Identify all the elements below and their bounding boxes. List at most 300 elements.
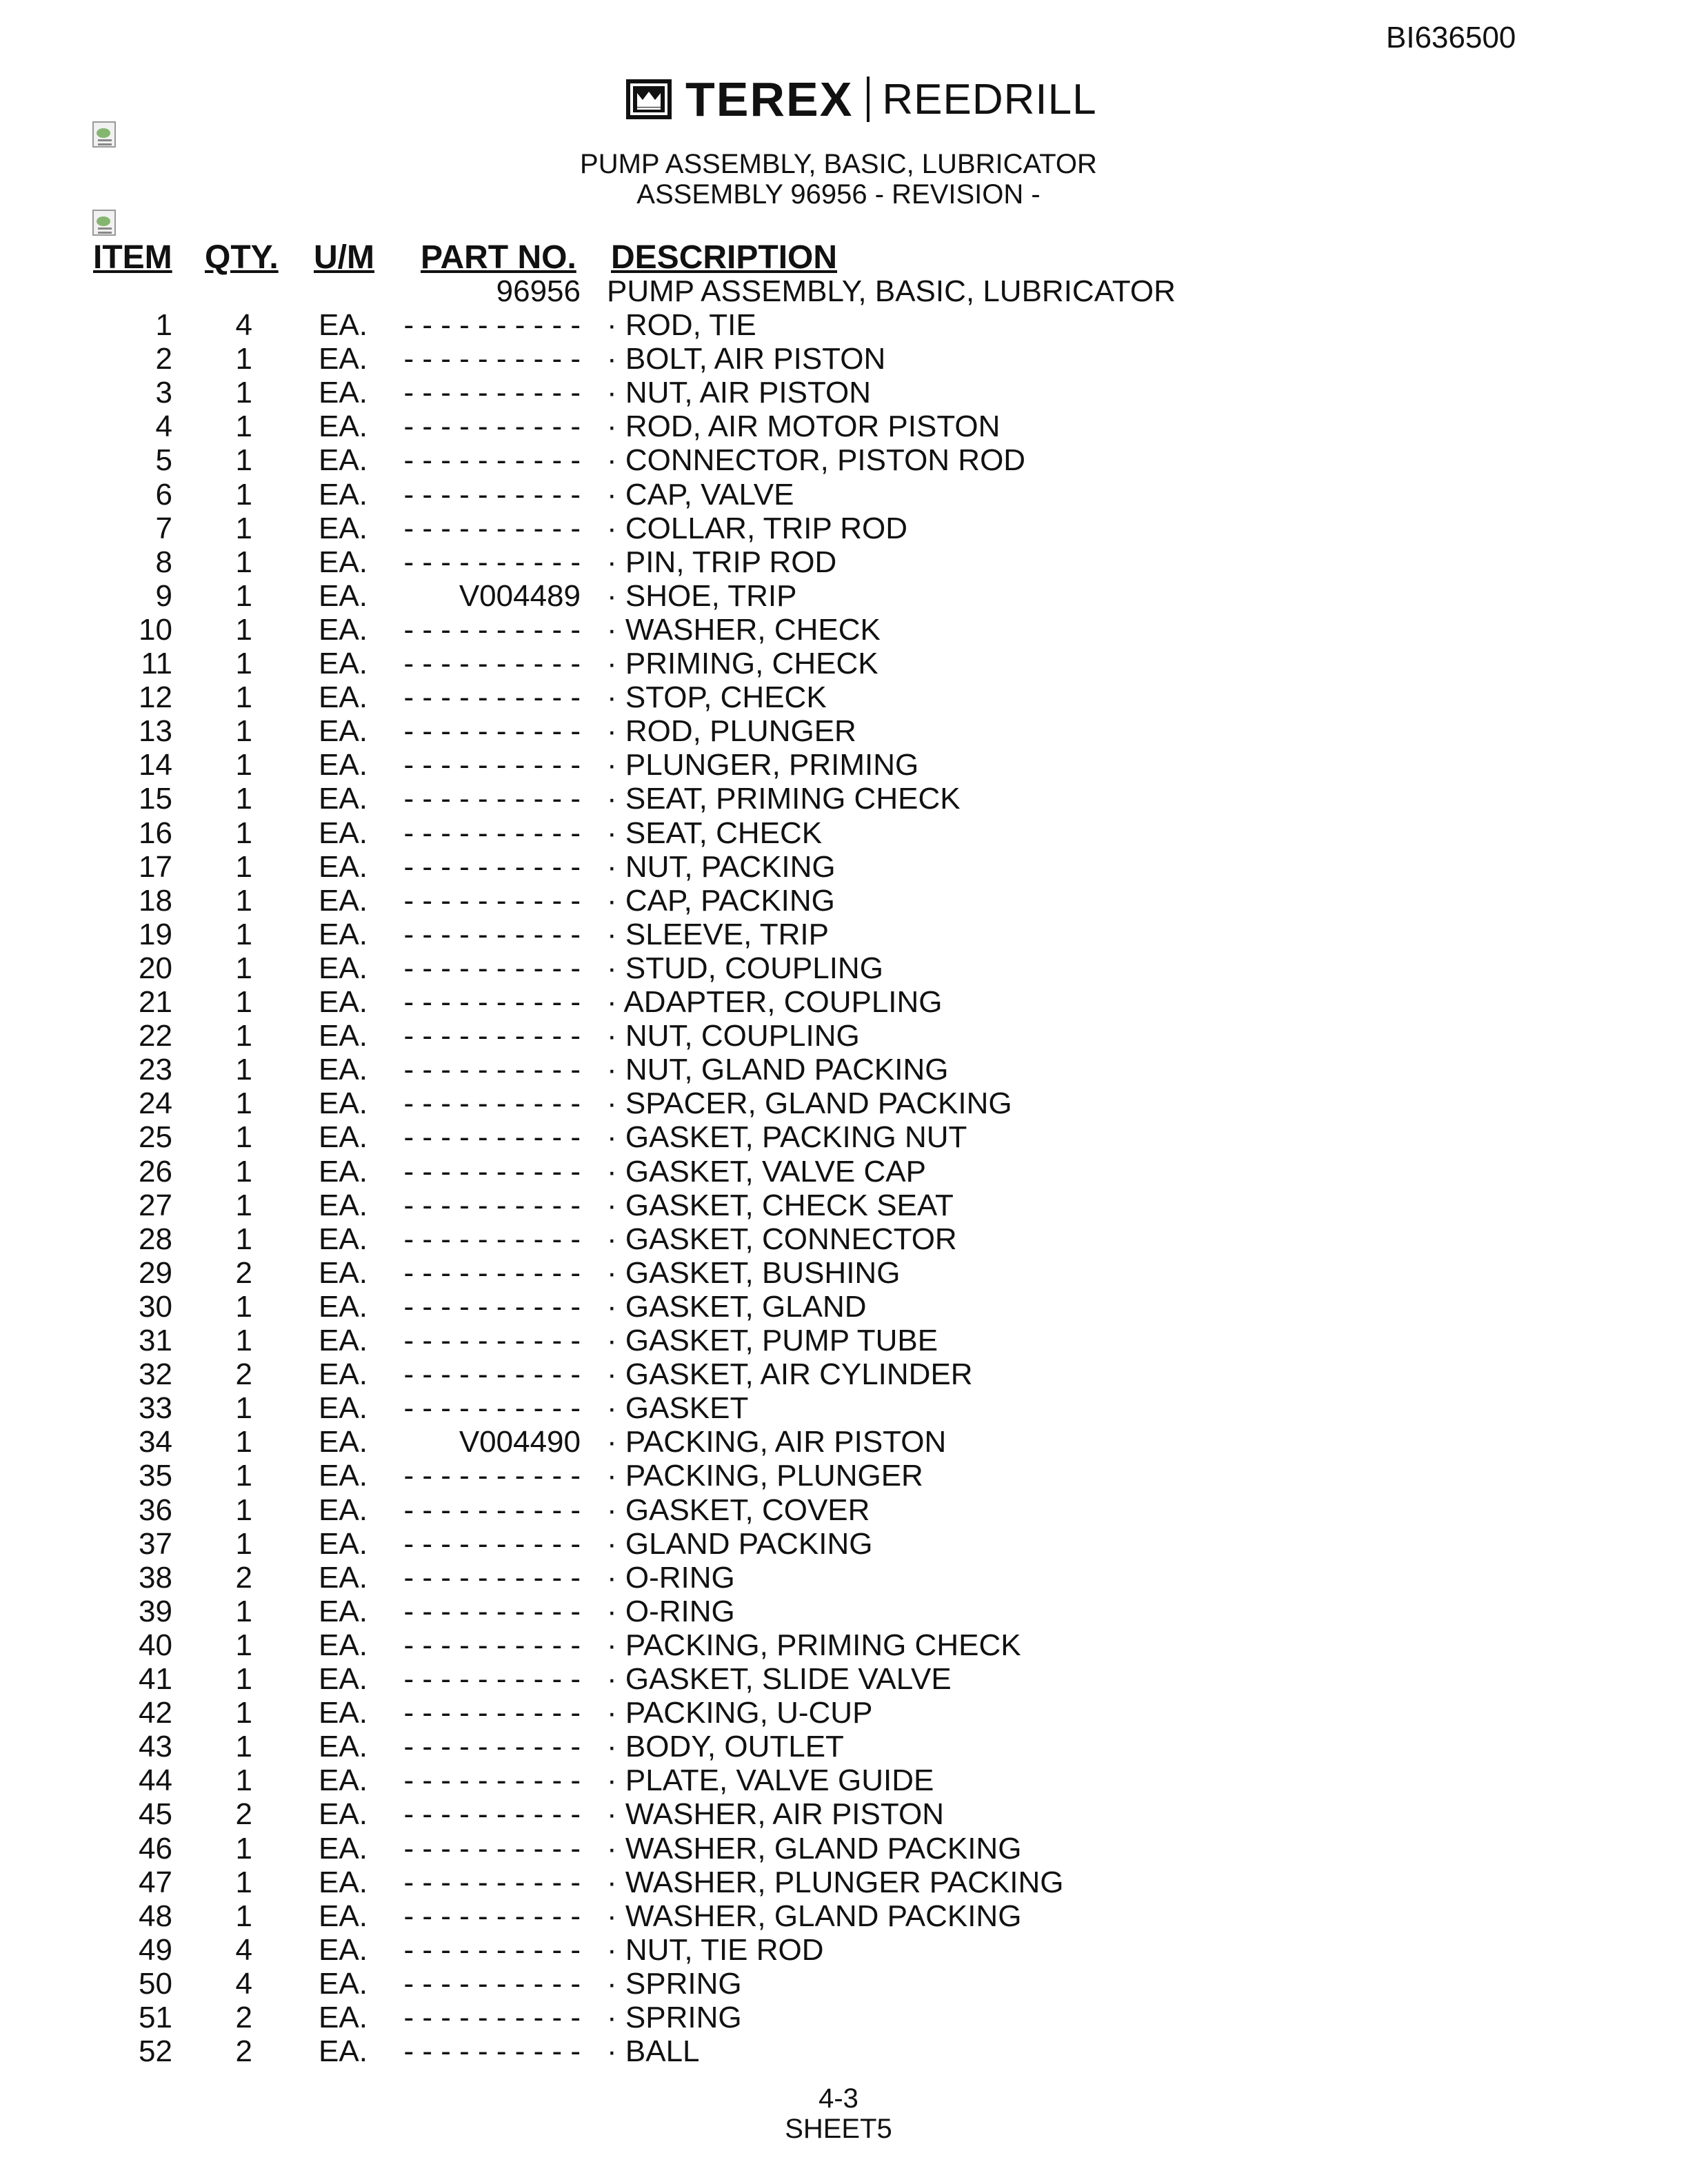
description: · ADAPTER, COUPLING	[607, 985, 943, 1019]
table-row	[0, 1696, 1688, 1730]
quantity: 2	[235, 1797, 252, 1832]
description: · CAP, VALVE	[607, 477, 794, 512]
item-number: 26	[139, 1154, 172, 1189]
quantity: 1	[235, 1865, 252, 1899]
description: · COLLAR, TRIP ROD	[607, 511, 908, 545]
quantity: 1	[235, 714, 252, 749]
table-row	[0, 1357, 1688, 1391]
item-number: 42	[139, 1696, 172, 1730]
quantity: 1	[235, 376, 252, 410]
item-number: 9	[155, 578, 172, 613]
table-row	[0, 918, 1688, 951]
quantity: 1	[235, 443, 252, 478]
part-number: - - - - - - - - - -	[403, 680, 581, 715]
unit-of-measure: EA.	[319, 1730, 368, 1764]
assembly-row	[0, 274, 1688, 308]
part-number: - - - - - - - - - -	[403, 1120, 581, 1155]
unit-of-measure: EA.	[319, 342, 368, 376]
quantity: 1	[235, 951, 252, 985]
table-row	[0, 613, 1688, 647]
description: · NUT, COUPLING	[607, 1019, 860, 1053]
part-number: - - - - - - - - - -	[403, 1357, 581, 1392]
description: · SPRING	[607, 1966, 742, 2001]
quantity: 4	[235, 308, 252, 342]
header-item: ITEM	[93, 239, 172, 276]
unit-of-measure: EA.	[319, 1188, 368, 1222]
table-row	[0, 1832, 1688, 1866]
item-number: 1	[155, 308, 172, 342]
table-row	[0, 308, 1688, 342]
quantity: 1	[235, 748, 252, 782]
item-number: 27	[139, 1188, 172, 1222]
table-row	[0, 1933, 1688, 1967]
unit-of-measure: EA.	[319, 1357, 368, 1392]
item-number: 34	[139, 1425, 172, 1459]
quantity: 1	[235, 1696, 252, 1730]
unit-of-measure: EA.	[319, 782, 368, 816]
unit-of-measure: EA.	[319, 376, 368, 410]
item-number: 8	[155, 545, 172, 579]
part-number: - - - - - - - - - -	[403, 1222, 581, 1256]
table-row	[0, 748, 1688, 782]
quantity: 1	[235, 1763, 252, 1798]
table-row	[0, 1662, 1688, 1696]
item-number: 23	[139, 1053, 172, 1087]
unit-of-measure: EA.	[319, 1493, 368, 1527]
description: · ROD, TIE	[607, 308, 756, 342]
embedded-document-icon[interactable]	[92, 121, 116, 148]
part-number: - - - - - - - - - -	[403, 1019, 581, 1053]
table-row	[0, 1899, 1688, 1933]
description: · NUT, TIE ROD	[607, 1932, 824, 1967]
unit-of-measure: EA.	[319, 1459, 368, 1493]
part-number: - - - - - - - - - -	[403, 1662, 581, 1696]
item-number: 13	[139, 714, 172, 749]
description: · GASKET, PACKING NUT	[607, 1120, 967, 1155]
table-row	[0, 1391, 1688, 1425]
quantity: 2	[235, 2034, 252, 2069]
part-number: - - - - - - - - - -	[403, 1831, 581, 1866]
description: · GASKET, PUMP TUBE	[607, 1324, 938, 1357]
table-row	[0, 1053, 1688, 1086]
unit-of-measure: EA.	[319, 816, 368, 850]
unit-of-measure: EA.	[319, 1763, 368, 1798]
description: · GASKET, VALVE CAP	[607, 1154, 926, 1189]
quantity: 1	[235, 1425, 252, 1459]
item-number: 48	[139, 1899, 172, 1933]
item-number: 11	[141, 647, 172, 680]
table-row	[0, 1493, 1688, 1527]
quantity: 1	[235, 1154, 252, 1189]
table-row	[0, 2001, 1688, 2034]
item-number: 5	[155, 443, 172, 478]
quantity: 1	[235, 1324, 252, 1357]
item-number: 37	[139, 1526, 172, 1561]
unit-of-measure: EA.	[319, 545, 368, 579]
description: · SEAT, CHECK	[607, 816, 823, 850]
item-number: 39	[139, 1594, 172, 1628]
item-number: 36	[139, 1493, 172, 1527]
part-number: - - - - - - - - - -	[403, 1188, 581, 1222]
table-row	[0, 1763, 1688, 1797]
description: · NUT, PACKING	[607, 849, 836, 884]
table-row	[0, 1527, 1688, 1561]
unit-of-measure: EA.	[319, 578, 368, 613]
quantity: 1	[235, 1289, 252, 1324]
table-row	[0, 1189, 1688, 1222]
unit-of-measure: EA.	[319, 308, 368, 342]
description: · SPACER, GLAND PACKING	[607, 1086, 1012, 1121]
table-row	[0, 1019, 1688, 1053]
quantity: 1	[235, 1662, 252, 1696]
table-row	[0, 1628, 1688, 1662]
description: · PACKING, PRIMING CHECK	[607, 1628, 1021, 1662]
part-number: - - - - - - - - - -	[403, 1763, 581, 1798]
table-row	[0, 951, 1688, 985]
description: · STUD, COUPLING	[607, 951, 883, 985]
description: · BOLT, AIR PISTON	[607, 342, 886, 376]
table-row	[0, 1595, 1688, 1628]
quantity: 1	[235, 410, 252, 444]
item-number: 32	[139, 1357, 172, 1392]
item-number: 15	[139, 782, 172, 816]
description: · PACKING, PLUNGER	[607, 1459, 923, 1493]
quantity: 1	[235, 917, 252, 951]
table-row	[0, 1459, 1688, 1493]
unit-of-measure: EA.	[319, 1865, 368, 1899]
quantity: 1	[235, 1391, 252, 1426]
part-number: - - - - - - - - - -	[403, 1391, 581, 1426]
unit-of-measure: EA.	[319, 1526, 368, 1561]
page-title: PUMP ASSEMBLY, BASIC, LUBRICATOR	[580, 149, 1097, 179]
item-number: 43	[139, 1730, 172, 1764]
description: · SPRING	[607, 2001, 742, 2034]
part-number: - - - - - - - - - -	[403, 748, 581, 782]
part-number: - - - - - - - - - -	[403, 1730, 581, 1764]
description: · PACKING, U-CUP	[607, 1696, 873, 1730]
part-number: - - - - - - - - - -	[403, 917, 581, 951]
description: · SLEEVE, TRIP	[607, 917, 829, 951]
item-number: 49	[139, 1932, 172, 1967]
part-number: - - - - - - - - - -	[403, 342, 581, 376]
part-number: - - - - - - - - - -	[403, 1966, 581, 2001]
table-row	[0, 1222, 1688, 1256]
description: · SHOE, TRIP	[607, 578, 797, 613]
part-number: - - - - - - - - - -	[403, 1053, 581, 1087]
part-number: V004490	[459, 1425, 581, 1459]
assembly-description: PUMP ASSEMBLY, BASIC, LUBRICATOR	[607, 274, 1176, 308]
part-number: - - - - - - - - - -	[403, 1289, 581, 1324]
item-number: 20	[139, 951, 172, 985]
unit-of-measure: EA.	[319, 647, 368, 680]
unit-of-measure: EA.	[319, 714, 368, 749]
description: · PACKING, AIR PISTON	[607, 1425, 947, 1459]
page-subtitle: ASSEMBLY 96956 - REVISION -	[636, 179, 1041, 210]
item-number: 33	[139, 1391, 172, 1426]
quantity: 1	[235, 1831, 252, 1866]
quantity: 1	[235, 849, 252, 884]
unit-of-measure: EA.	[319, 680, 368, 715]
unit-of-measure: EA.	[319, 985, 368, 1019]
header-part-no: PART NO.	[421, 239, 576, 276]
table-row	[0, 714, 1688, 748]
item-number: 18	[139, 883, 172, 918]
unit-of-measure: EA.	[319, 883, 368, 918]
unit-of-measure: EA.	[319, 612, 368, 647]
table-row	[0, 985, 1688, 1019]
item-number: 7	[155, 511, 172, 545]
table-row	[0, 1120, 1688, 1154]
table-row	[0, 1324, 1688, 1357]
quantity: 1	[235, 578, 252, 613]
part-number: - - - - - - - - - -	[403, 1797, 581, 1832]
item-number: 16	[139, 816, 172, 850]
table-row	[0, 1866, 1688, 1899]
unit-of-measure: EA.	[319, 1425, 368, 1459]
quantity: 1	[235, 1188, 252, 1222]
unit-of-measure: EA.	[319, 1324, 368, 1357]
unit-of-measure: EA.	[319, 1222, 368, 1256]
part-number: - - - - - - - - - -	[403, 951, 581, 985]
part-number: - - - - - - - - - -	[403, 782, 581, 816]
unit-of-measure: EA.	[319, 1154, 368, 1189]
quantity: 1	[235, 545, 252, 579]
unit-of-measure: EA.	[319, 1391, 368, 1426]
table-row	[0, 376, 1688, 410]
table-row	[0, 410, 1688, 443]
header-qty: QTY.	[205, 239, 279, 276]
quantity: 1	[235, 1019, 252, 1053]
part-number: - - - - - - - - - -	[403, 1594, 581, 1628]
unit-of-measure: EA.	[319, 849, 368, 884]
part-number: - - - - - - - - - -	[403, 1154, 581, 1189]
description: · GASKET, COVER	[607, 1493, 870, 1527]
part-number: - - - - - - - - - -	[403, 1865, 581, 1899]
quantity: 1	[235, 883, 252, 918]
description: · WASHER, CHECK	[607, 612, 881, 647]
item-number: 14	[139, 748, 172, 782]
description: · ROD, PLUNGER	[607, 714, 856, 749]
assembly-part-no: 96956	[496, 274, 581, 308]
table-row	[0, 1730, 1688, 1763]
logo-brand: TEREX	[685, 72, 854, 126]
unit-of-measure: EA.	[319, 1966, 368, 2001]
description: · GASKET, CHECK SEAT	[607, 1188, 954, 1222]
embedded-document-icon[interactable]	[92, 210, 116, 236]
unit-of-measure: EA.	[319, 477, 368, 512]
description: · WASHER, GLAND PACKING	[607, 1831, 1022, 1866]
description: · SEAT, PRIMING CHECK	[607, 782, 961, 816]
item-number: 47	[139, 1865, 172, 1899]
unit-of-measure: EA.	[319, 1086, 368, 1121]
table-row	[0, 1425, 1688, 1459]
quantity: 2	[235, 1357, 252, 1392]
part-number: V004489	[459, 578, 581, 613]
quantity: 1	[235, 1459, 252, 1493]
item-number: 46	[139, 1831, 172, 1866]
unit-of-measure: EA.	[319, 410, 368, 444]
part-number: - - - - - - - - - -	[403, 308, 581, 342]
item-number: 31	[139, 1324, 172, 1357]
unit-of-measure: EA.	[319, 1289, 368, 1324]
part-number: - - - - - - - - - -	[403, 1255, 581, 1290]
table-row	[0, 647, 1688, 680]
quantity: 1	[235, 1730, 252, 1764]
part-number: - - - - - - - - - -	[403, 1560, 581, 1595]
description: · GASKET, SLIDE VALVE	[607, 1662, 952, 1696]
description: · WASHER, AIR PISTON	[607, 1797, 944, 1832]
description: · PLATE, VALVE GUIDE	[607, 1763, 934, 1798]
table-row	[0, 1797, 1688, 1831]
item-number: 25	[139, 1120, 172, 1155]
item-number: 24	[139, 1086, 172, 1121]
part-number: - - - - - - - - - -	[403, 1086, 581, 1121]
terex-reedrill-logo	[626, 74, 1097, 124]
part-number: - - - - - - - - - -	[403, 647, 581, 680]
item-number: 38	[139, 1560, 172, 1595]
quantity: 1	[235, 1899, 252, 1933]
item-number: 41	[139, 1662, 172, 1696]
logo-divider	[867, 77, 870, 122]
description: · BODY, OUTLET	[607, 1730, 844, 1764]
description: · ROD, AIR MOTOR PISTON	[607, 410, 1001, 444]
description: · GASKET, AIR CYLINDER	[607, 1357, 973, 1392]
quantity: 1	[235, 782, 252, 816]
quantity: 1	[235, 1053, 252, 1087]
header-um: U/M	[314, 239, 374, 276]
unit-of-measure: EA.	[319, 1594, 368, 1628]
unit-of-measure: EA.	[319, 1019, 368, 1053]
unit-of-measure: EA.	[319, 1662, 368, 1696]
description: · STOP, CHECK	[607, 680, 827, 715]
description: · CONNECTOR, PISTON ROD	[607, 443, 1026, 478]
description: · PLUNGER, PRIMING	[607, 748, 919, 782]
description: · NUT, GLAND PACKING	[607, 1053, 949, 1087]
item-number: 6	[155, 477, 172, 512]
table-row	[0, 342, 1688, 376]
part-number: - - - - - - - - - -	[403, 612, 581, 647]
part-number: - - - - - - - - - -	[403, 816, 581, 850]
unit-of-measure: EA.	[319, 2034, 368, 2069]
description: · WASHER, PLUNGER PACKING	[607, 1865, 1064, 1899]
part-number: - - - - - - - - - -	[403, 410, 581, 444]
description: · GASKET, GLAND	[607, 1289, 867, 1324]
item-number: 10	[139, 612, 172, 647]
description: · GASKET	[607, 1391, 749, 1426]
part-number: - - - - - - - - - -	[403, 714, 581, 749]
unit-of-measure: EA.	[319, 1628, 368, 1662]
table-row	[0, 512, 1688, 545]
table-row	[0, 884, 1688, 918]
quantity: 1	[235, 477, 252, 512]
unit-of-measure: EA.	[319, 443, 368, 478]
item-number: 44	[139, 1763, 172, 1798]
table-row	[0, 816, 1688, 850]
description: · GASKET, BUSHING	[607, 1255, 901, 1290]
part-number: - - - - - - - - - -	[403, 1696, 581, 1730]
page-number: 4-3	[818, 2083, 858, 2114]
unit-of-measure: EA.	[319, 1932, 368, 1967]
quantity: 1	[235, 680, 252, 715]
part-number: - - - - - - - - - -	[403, 1899, 581, 1933]
item-number: 28	[139, 1222, 172, 1256]
description: · O-RING	[607, 1594, 735, 1628]
unit-of-measure: EA.	[319, 1899, 368, 1933]
quantity: 1	[235, 1120, 252, 1155]
part-number: - - - - - - - - - -	[403, 477, 581, 512]
table-row	[0, 579, 1688, 613]
item-number: 45	[139, 1797, 172, 1832]
unit-of-measure: EA.	[319, 2001, 368, 2034]
part-number: - - - - - - - - - -	[403, 1324, 581, 1357]
quantity: 1	[235, 1493, 252, 1527]
unit-of-measure: EA.	[319, 1560, 368, 1595]
description: · PIN, TRIP ROD	[607, 545, 837, 579]
item-number: 19	[139, 917, 172, 951]
table-row	[0, 2034, 1688, 2068]
table-row	[0, 545, 1688, 579]
item-number: 40	[139, 1628, 172, 1662]
part-number: - - - - - - - - - -	[403, 985, 581, 1019]
logo-division: REEDRILL	[882, 75, 1097, 123]
item-number: 50	[139, 1966, 172, 2001]
part-number: - - - - - - - - - -	[403, 1932, 581, 1967]
document-number: BI636500	[1386, 21, 1516, 54]
quantity: 1	[235, 985, 252, 1019]
description: · GASKET, CONNECTOR	[607, 1222, 957, 1256]
description: · O-RING	[607, 1560, 735, 1595]
quantity: 1	[235, 1222, 252, 1256]
unit-of-measure: EA.	[319, 1255, 368, 1290]
part-number: - - - - - - - - - -	[403, 849, 581, 884]
table-row	[0, 850, 1688, 884]
table-row	[0, 1290, 1688, 1324]
quantity: 1	[235, 647, 252, 680]
quantity: 1	[235, 816, 252, 850]
item-number: 22	[139, 1019, 172, 1053]
unit-of-measure: EA.	[319, 748, 368, 782]
item-number: 30	[139, 1289, 172, 1324]
unit-of-measure: EA.	[319, 1053, 368, 1087]
part-number: - - - - - - - - - -	[403, 376, 581, 410]
table-row	[0, 443, 1688, 477]
part-number: - - - - - - - - - -	[403, 1459, 581, 1493]
table-row	[0, 1155, 1688, 1189]
description: · CAP, PACKING	[607, 883, 835, 918]
part-number: - - - - - - - - - -	[403, 1526, 581, 1561]
part-number: - - - - - - - - - -	[403, 2001, 581, 2034]
part-number: - - - - - - - - - -	[403, 1493, 581, 1527]
description: · NUT, AIR PISTON	[607, 376, 872, 410]
part-number: - - - - - - - - - -	[403, 2034, 581, 2069]
item-number: 51	[139, 2001, 172, 2034]
quantity: 1	[235, 1594, 252, 1628]
header-description: DESCRIPTION	[611, 239, 838, 276]
description: · GLAND PACKING	[607, 1526, 873, 1561]
quantity: 2	[235, 2001, 252, 2034]
table-row	[0, 1967, 1688, 2001]
unit-of-measure: EA.	[319, 511, 368, 545]
unit-of-measure: EA.	[319, 1797, 368, 1832]
quantity: 1	[235, 1526, 252, 1561]
item-number: 4	[155, 410, 172, 444]
part-number: - - - - - - - - - -	[403, 883, 581, 918]
quantity: 1	[235, 1086, 252, 1121]
item-number: 12	[139, 680, 172, 715]
item-number: 35	[139, 1459, 172, 1493]
quantity: 4	[235, 1966, 252, 2001]
item-number: 29	[139, 1255, 172, 1290]
